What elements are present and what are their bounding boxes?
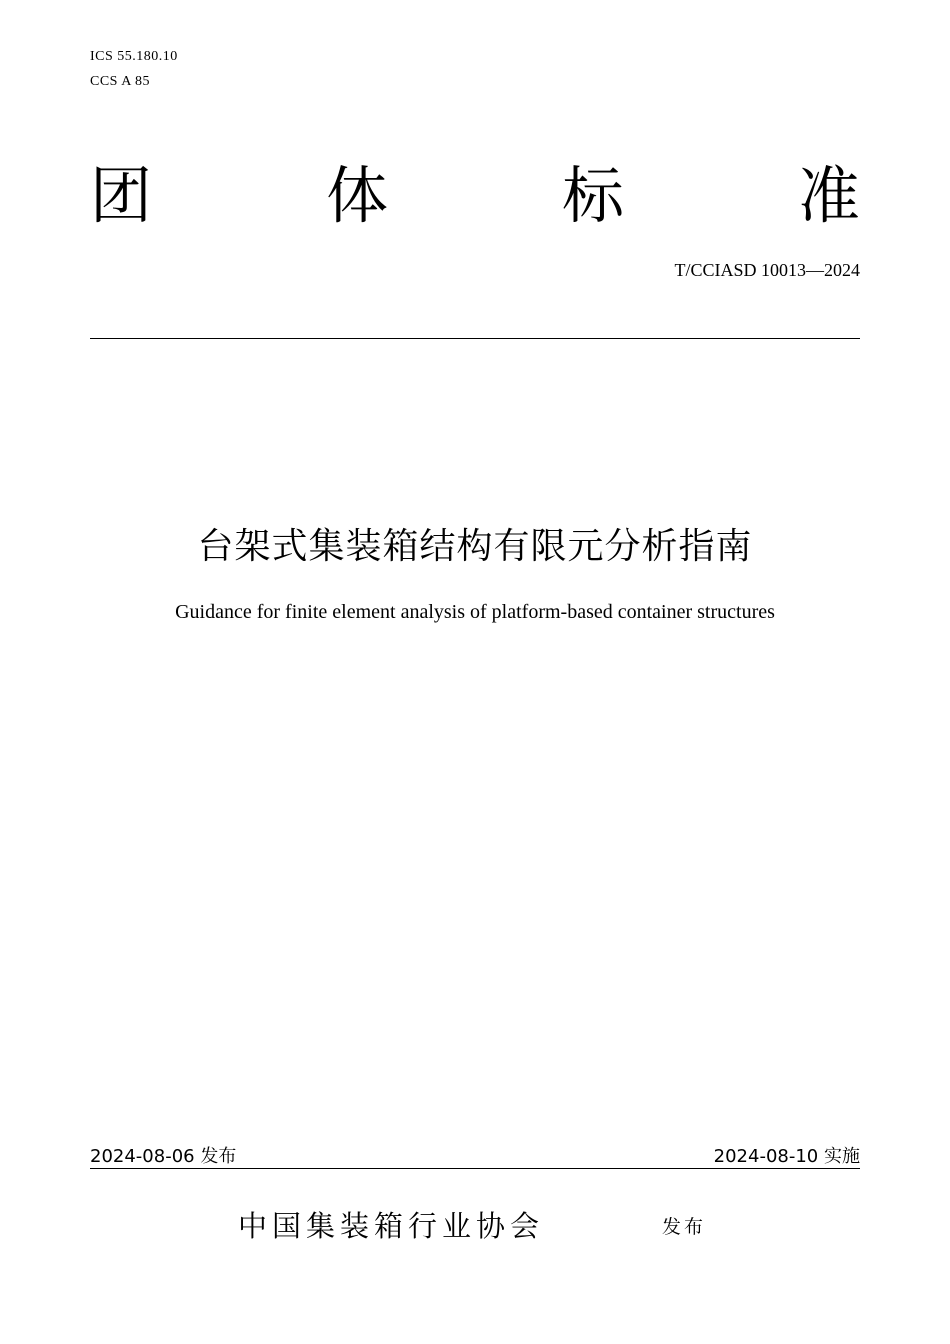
standard-number: T/CCIASD 10013—2024	[674, 260, 860, 280]
ccs-code: CCS A 85	[90, 74, 151, 89]
title-english: Guidance for finite element analysis of platform-based container structures	[175, 601, 775, 623]
issuer-suffix: 发布	[662, 1216, 707, 1238]
title-chinese: 台架式集装箱结构有限元分析指南	[197, 526, 753, 567]
standard-type-char: 准	[797, 159, 860, 232]
standard-type-heading	[90, 160, 860, 232]
top-divider	[90, 338, 860, 339]
ics-code: ICS 55.180.10	[90, 49, 178, 64]
standard-type-char: 体	[325, 159, 388, 232]
issuer-name: 中国集装箱行业协会	[238, 1209, 545, 1243]
standard-type-char: 标	[561, 159, 624, 232]
publish-date: 2024-08-06 发布	[90, 1146, 237, 1167]
bottom-divider	[90, 1168, 860, 1169]
effective-date: 2024-08-10 实施	[713, 1146, 860, 1167]
standard-type-char: 团	[90, 159, 153, 232]
